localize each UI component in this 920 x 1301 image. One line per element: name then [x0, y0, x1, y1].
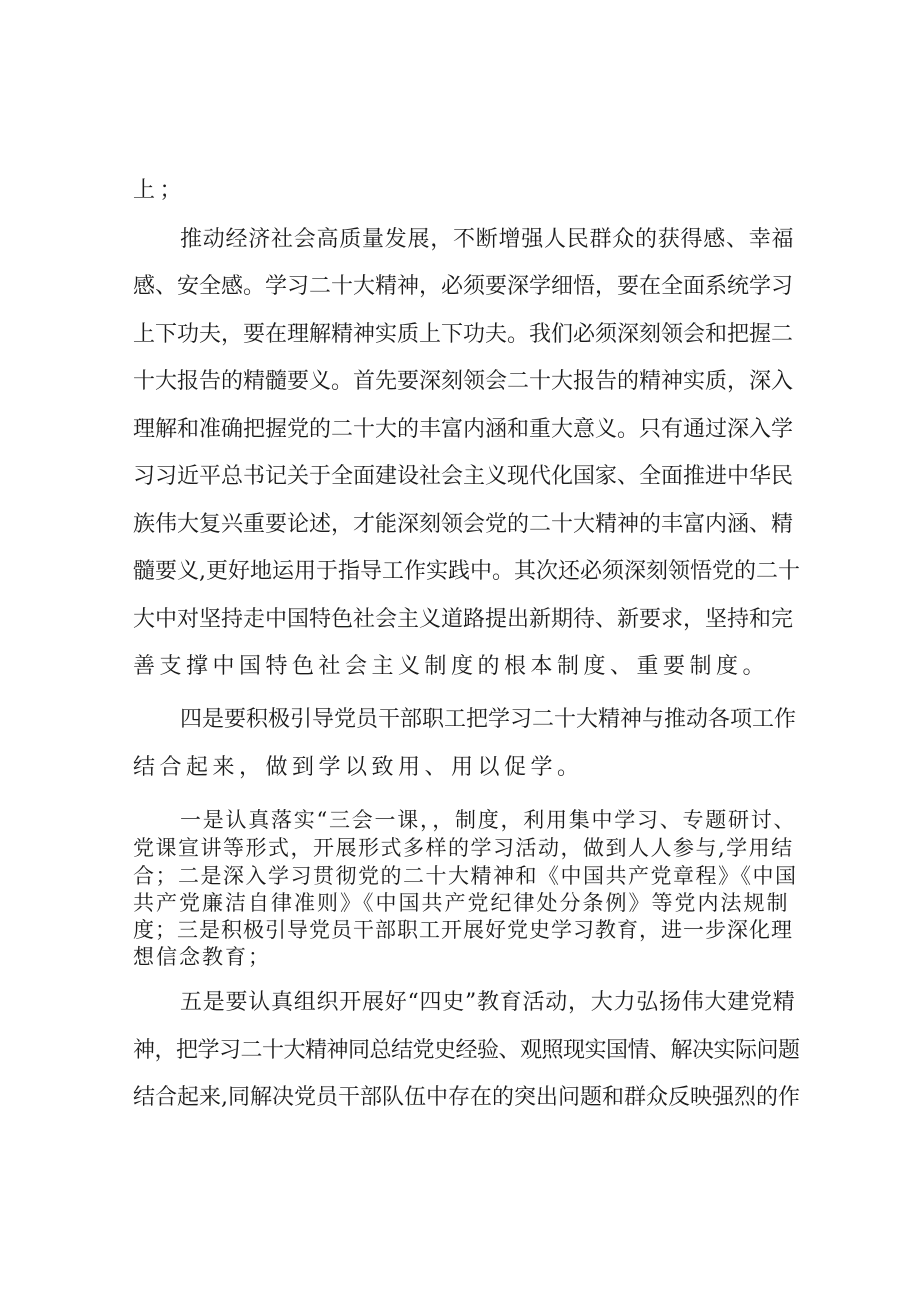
- text-line: 结合起来,同解决党员干部队伍中存在的突出问题和群众反映强烈的作: [133, 1085, 800, 1110]
- text-line: 十大报告的精髓要义。首先要深刻领会二十大报告的精神实质，深入: [133, 369, 794, 394]
- text-line: 推动经济社会高质量发展，不断增强人民群众的获得感、幸福: [180, 227, 795, 252]
- text-line: 善支撑中国特色社会主义制度的根本制度、重要制度。: [133, 654, 770, 679]
- text-line: 合；二是深入学习贯彻党的二十大精神和《中国共产党章程》《中国: [133, 864, 798, 888]
- text-line: 想信念教育；: [133, 945, 271, 969]
- text-line: 髓要义,更好地运用于指导工作实践中。其次还必须深刻领悟党的二十: [133, 559, 800, 584]
- text-line: 习习近平总书记关于全面建设社会主义现代化国家、全面推进中华民: [133, 464, 794, 489]
- text-line: 理解和准确把握党的二十大的丰富内涵和重大意义。只有通过深入学: [133, 417, 794, 442]
- text-line: 神，把学习二十大精神同总结党史经验、观照现实国情、解决实际问题: [133, 1038, 800, 1063]
- text-line: 上下功夫，要在理解精神实质上下功夫。我们必须深刻领会和把握二: [133, 322, 794, 347]
- text-line: 大中对坚持走中国特色社会主义道路提出新期待、新要求，坚持和完: [133, 607, 794, 632]
- text-line: 一是认真落实“三会一课，，制度，利用集中学习、专题研讨、: [180, 808, 797, 832]
- text-line: 感、安全感。学习二十大精神，必须要深学细悟，要在全面系统学习: [133, 274, 794, 299]
- text-line: 结合起来，做到学以致用、用以促学。: [133, 755, 584, 780]
- text-line: 党课宣讲等形式，开展形式多样的学习活动，做到人人参与,学用结: [133, 836, 794, 860]
- text-line: 上；: [133, 178, 187, 203]
- text-line: 共产党廉洁自律准则》《中国共产党纪律处分条例》等党内法规制: [133, 891, 790, 915]
- text-line: 族伟大复兴重要论述，才能深刻领会党的二十大精神的丰富内涵、精: [133, 512, 794, 537]
- text-line: 四是要积极引导党员干部职工把学习二十大精神与推动各项工作: [180, 707, 797, 732]
- text-line: 五是要认真组织开展好“四史”教育活动，大力弘扬伟大建党精: [180, 990, 796, 1015]
- text-line: 度；三是积极引导党员干部职工开展好党史学习教育，进一步深化理: [133, 918, 793, 942]
